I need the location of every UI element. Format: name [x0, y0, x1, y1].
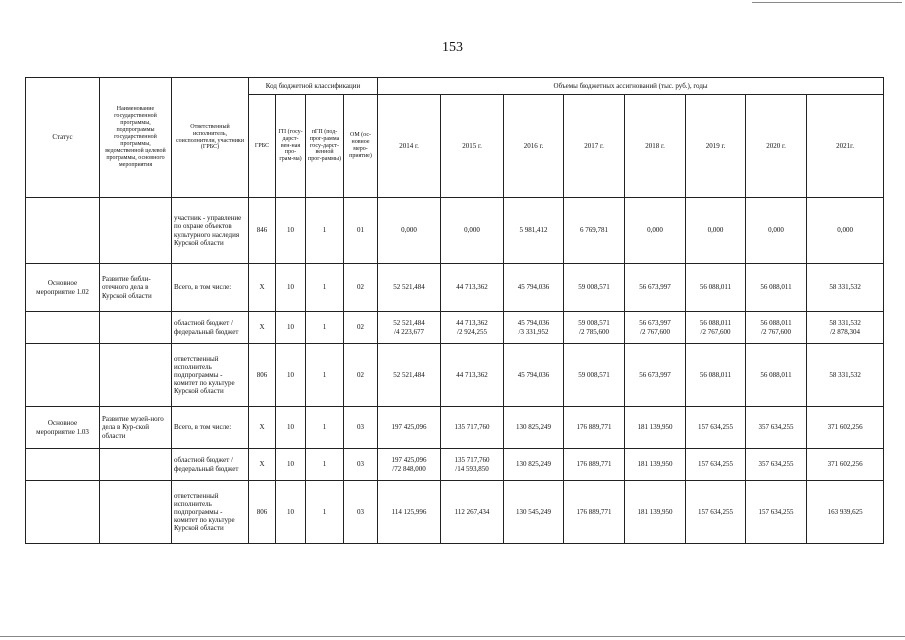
table-row	[26, 344, 884, 407]
om-cell: 02	[344, 344, 378, 407]
amount-cell: 58 331,532	[807, 264, 884, 312]
federal-amount-line: /72 848,000	[392, 464, 426, 473]
amount-cell: 357 634,255	[746, 407, 807, 449]
amount-line: 197 425,096	[391, 456, 427, 465]
amount-line: 58 331,532	[829, 319, 861, 328]
amount-cell: 181 139,950	[625, 449, 686, 481]
table-row	[26, 449, 884, 481]
amount-cell: 157 634,255	[686, 407, 746, 449]
budget-table	[25, 77, 884, 544]
om-cell: 02	[344, 264, 378, 312]
grbs-cell: 846	[249, 198, 276, 264]
gp-cell: 10	[276, 344, 306, 407]
pgp-cell: 1	[306, 198, 344, 264]
amount-line: 56 088,011	[760, 319, 792, 328]
amount-cell	[625, 312, 686, 344]
amount-cell: 181 139,950	[625, 481, 686, 544]
amount-cell: 56 673,997	[625, 264, 686, 312]
allocations-group-header: Объемы бюджетных ассигнований (тыс. руб.), годы	[378, 78, 884, 95]
status-cell	[26, 449, 100, 481]
executor-cell: ответственный исполнитель подпрограммы - комитет по культуре Курской области	[172, 344, 249, 407]
amount-cell: 176 889,771	[564, 449, 625, 481]
amount-cell: 56 088,011	[686, 264, 746, 312]
om-header: ОМ (ос-новное меро-приятие)	[344, 95, 378, 198]
program-cell	[100, 481, 172, 544]
amount-cell: 45 794,036	[504, 264, 564, 312]
bottom-rule	[0, 636, 905, 637]
federal-amount-line: /2 924,255	[457, 327, 487, 336]
amount-cell: 181 139,950	[625, 407, 686, 449]
amount-line: 59 008,571	[578, 319, 610, 328]
status-cell	[26, 481, 100, 544]
executor-cell: областной бюджет /федеральный бюджет	[172, 449, 249, 481]
amount-line: 56 673,997	[639, 319, 671, 328]
om-cell: 03	[344, 407, 378, 449]
gp-cell: 10	[276, 198, 306, 264]
amount-cell	[504, 312, 564, 344]
year-header: 2017 г.	[564, 95, 625, 198]
year-header: 2016 г.	[504, 95, 564, 198]
status-cell	[26, 312, 100, 344]
amount-cell	[378, 312, 441, 344]
gp-cell: 10	[276, 312, 306, 344]
status-cell	[26, 198, 100, 264]
federal-amount-line: /3 331,952	[518, 327, 549, 336]
federal-amount-line: /14 593,850	[455, 464, 489, 473]
executor-cell: участник - управление по охране объектов культурного наследия Курской области	[172, 198, 249, 264]
top-rule	[752, 2, 902, 3]
amount-cell: 56 088,011	[686, 344, 746, 407]
status-cell: Основное мероприятие 1.03	[26, 407, 100, 449]
status-cell: Основное мероприятие 1.02	[26, 264, 100, 312]
amount-cell: 130 545,249	[504, 481, 564, 544]
grbs-header: ГРБС	[249, 95, 276, 198]
pgp-cell: 1	[306, 344, 344, 407]
amount-cell: 44 713,362	[441, 264, 504, 312]
amount-cell: 157 634,255	[746, 481, 807, 544]
om-cell: 01	[344, 198, 378, 264]
year-header: 2015 г.	[441, 95, 504, 198]
amount-cell: 0,000	[686, 198, 746, 264]
amount-cell	[441, 449, 504, 481]
federal-amount-line: /2 767,600	[700, 327, 731, 336]
amount-cell: 157 634,255	[686, 481, 746, 544]
federal-amount-line: /2 785,600	[579, 327, 609, 336]
amount-line: 56 088,011	[699, 319, 732, 328]
gp-header: ГП (госу-дарст-вен-ная про-грам-ма)	[276, 95, 306, 198]
amount-cell	[441, 312, 504, 344]
amount-cell: 135 717,760	[441, 407, 504, 449]
amount-cell: 0,000	[378, 198, 441, 264]
grbs-cell: 806	[249, 481, 276, 544]
page-number: 153	[442, 40, 463, 55]
year-header: 2018 г.	[625, 95, 686, 198]
amount-line: 135 717,760	[454, 456, 490, 465]
amount-cell: 112 267,434	[441, 481, 504, 544]
year-header: 2020 г.	[746, 95, 807, 198]
executor-cell: ответственный исполнитель подпрограммы - комитет по культуре Курской области	[172, 481, 249, 544]
amount-line: 45 794,036	[517, 319, 550, 328]
executor-cell: областной бюджет /федеральный бюджет	[172, 312, 249, 344]
amount-cell: 59 008,571	[564, 344, 625, 407]
budget-code-group-header: Код бюджетной классификации	[249, 78, 378, 95]
pgp-cell: 1	[306, 407, 344, 449]
status-header: Статус	[26, 78, 100, 198]
om-cell: 03	[344, 481, 378, 544]
gp-cell: 10	[276, 407, 306, 449]
program-cell	[100, 198, 172, 264]
amount-cell: 130 825,249	[504, 407, 564, 449]
executor-cell: Всего, в том числе:	[172, 407, 249, 449]
program-cell	[100, 312, 172, 344]
amount-cell	[807, 312, 884, 344]
amount-cell: 197 425,096	[378, 407, 441, 449]
table-row	[26, 407, 884, 449]
amount-cell: 357 634,255	[746, 449, 807, 481]
federal-amount-line: /4 223,677	[394, 327, 424, 336]
program-cell: Развитие музей-ного дела в Кур-ской области	[100, 407, 172, 449]
amount-cell: 371 602,256	[807, 407, 884, 449]
gp-cell: 10	[276, 449, 306, 481]
federal-amount-line: /2 767,600	[640, 327, 670, 336]
amount-cell: 59 008,571	[564, 264, 625, 312]
amount-cell: 371 602,256	[807, 449, 884, 481]
pgp-header: пГП (под-прог-рамма госу-дарст-венной прог-раммы)	[306, 95, 344, 198]
program-cell: Развитие библи-отечного дела в Курской области	[100, 264, 172, 312]
status-cell	[26, 344, 100, 407]
header-row-1	[26, 78, 884, 95]
pgp-cell: 1	[306, 449, 344, 481]
amount-cell: 163 939,625	[807, 481, 884, 544]
grbs-cell: X	[249, 407, 276, 449]
amount-line: 44 713,362	[456, 319, 488, 328]
grbs-cell: X	[249, 312, 276, 344]
executor-header: Ответственный исполнитель, соисполнители, участники (ГРБС)	[172, 78, 249, 198]
amount-cell: 44 713,362	[441, 344, 504, 407]
amount-cell: 0,000	[625, 198, 686, 264]
amount-cell: 45 794,036	[504, 344, 564, 407]
amount-cell: 52 521,484	[378, 344, 441, 407]
grbs-cell: X	[249, 449, 276, 481]
gp-cell: 10	[276, 481, 306, 544]
amount-cell: 58 331,532	[807, 344, 884, 407]
amount-cell: 176 889,771	[564, 481, 625, 544]
federal-amount-line: /2 767,600	[761, 327, 791, 336]
amount-cell: 0,000	[746, 198, 807, 264]
table-row	[26, 481, 884, 544]
table-row	[26, 312, 884, 344]
year-header: 2021г.	[807, 95, 884, 198]
amount-line: 52 521,484	[393, 319, 425, 328]
program-cell	[100, 344, 172, 407]
year-header: 2019 г.	[686, 95, 746, 198]
om-cell: 03	[344, 449, 378, 481]
amount-cell	[686, 312, 746, 344]
amount-cell: 6 769,781	[564, 198, 625, 264]
program-name-header: Наименование государственной программы, подпрограммы государственной программы, ведомственной целевой программы, основного мероприятия	[100, 78, 172, 198]
program-cell	[100, 449, 172, 481]
gp-cell: 10	[276, 264, 306, 312]
pgp-cell: 1	[306, 264, 344, 312]
table-row	[26, 198, 884, 264]
year-header: 2014 г.	[378, 95, 441, 198]
amount-cell: 157 634,255	[686, 449, 746, 481]
amount-cell	[564, 312, 625, 344]
amount-cell: 52 521,484	[378, 264, 441, 312]
pgp-cell: 1	[306, 312, 344, 344]
amount-cell: 176 889,771	[564, 407, 625, 449]
federal-amount-line: /2 878,304	[830, 327, 861, 336]
grbs-cell: X	[249, 264, 276, 312]
om-cell: 02	[344, 312, 378, 344]
amount-cell: 56 088,011	[746, 344, 807, 407]
grbs-cell: 806	[249, 344, 276, 407]
amount-cell: 0,000	[441, 198, 504, 264]
amount-cell: 0,000	[807, 198, 884, 264]
amount-cell: 114 125,996	[378, 481, 441, 544]
executor-cell: Всего, в том числе:	[172, 264, 249, 312]
amount-cell: 56 088,011	[746, 264, 807, 312]
pgp-cell: 1	[306, 481, 344, 544]
table-row	[26, 264, 884, 312]
amount-cell	[746, 312, 807, 344]
amount-cell: 130 825,249	[504, 449, 564, 481]
amount-cell: 5 981,412	[504, 198, 564, 264]
amount-cell	[378, 449, 441, 481]
amount-cell: 56 673,997	[625, 344, 686, 407]
